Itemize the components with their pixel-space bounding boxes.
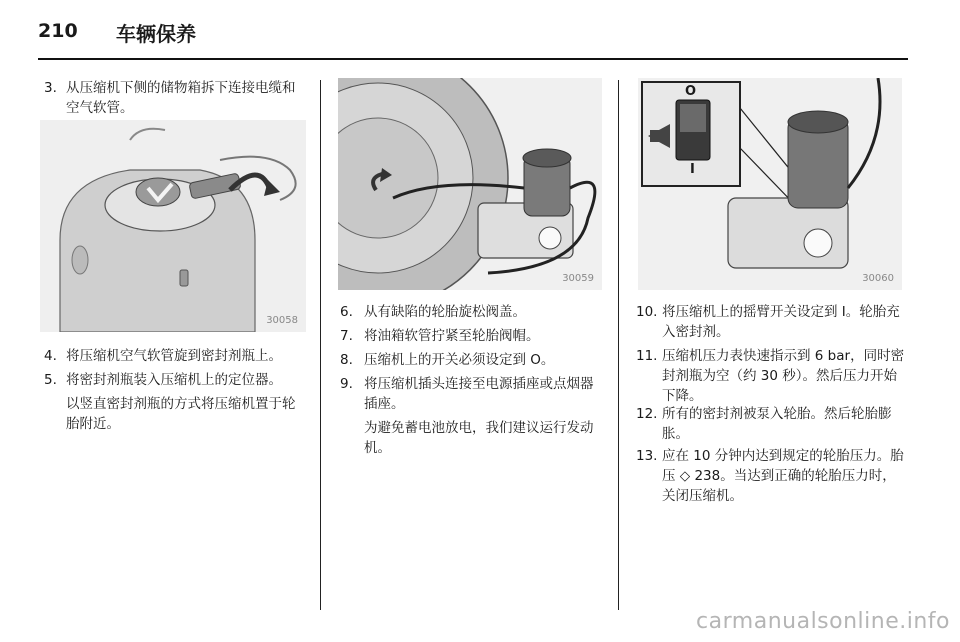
figure-compressor-tire xyxy=(338,78,602,290)
column-divider-1 xyxy=(320,80,321,610)
step-9-note: 为避免蓄电池放电，我们建议运行发动机。 xyxy=(364,420,594,456)
figure-label: 30060 xyxy=(862,273,894,284)
step-number: 5. xyxy=(44,372,57,388)
step-text: 所有的密封剂被泵入轮胎。然后轮胎膨胀。 xyxy=(662,406,892,442)
column-divider-2 xyxy=(618,80,619,610)
header-rule xyxy=(38,58,908,60)
step-number: 6. xyxy=(340,304,353,320)
watermark: carmanualsonline.info xyxy=(696,609,950,634)
step-text: 压缩机上的开关必须设定到 O。 xyxy=(364,352,555,368)
step-number: 4. xyxy=(44,348,57,364)
step-number: 11. xyxy=(636,348,658,364)
step-number: 8. xyxy=(340,352,353,368)
page-header xyxy=(38,16,908,60)
step-number: 9. xyxy=(340,376,353,392)
figure-label: 30058 xyxy=(266,315,298,326)
step-number: 13. xyxy=(636,448,658,464)
compressor-tire-illustration xyxy=(338,78,602,290)
compressor-switch-illustration xyxy=(638,78,902,290)
step-text: 应在 10 分钟内达到规定的轮胎压力。胎压 ◇ 238。当达到正确的轮胎压力时，关闭压缩机。 xyxy=(662,448,904,504)
switch-off-symbol: O xyxy=(685,84,697,99)
step-text: 将油箱软管拧紧至轮胎阀帽。 xyxy=(364,328,540,344)
step-text: 将压缩机空气软管旋到密封剂瓶上。 xyxy=(66,348,282,364)
figure-label: 30059 xyxy=(562,273,594,284)
step-text: 压缩机压力表快速指示到 6 bar，同时密封剂瓶为空（约 30 秒）。然后压力开始下降。 xyxy=(662,348,905,404)
step-number: 3. xyxy=(44,80,57,96)
figure-sealant-bottle xyxy=(40,120,306,332)
step-number: 12. xyxy=(636,406,658,422)
step-text: 将密封剂瓶装入压缩机上的定位器。 xyxy=(66,372,282,388)
step-text: 从有缺陷的轮胎旋松阀盖。 xyxy=(364,304,526,320)
step-5-note: 以竖直密封剂瓶的方式将压缩机置于轮胎附近。 xyxy=(66,396,296,432)
sealant-bottle-illustration xyxy=(40,120,306,332)
figure-compressor-switch xyxy=(638,78,902,290)
step-text: 将压缩机上的摇臂开关设定到 I。轮胎充入密封剂。 xyxy=(662,304,900,340)
switch-on-symbol: I xyxy=(690,162,695,177)
step-number: 7. xyxy=(340,328,353,344)
step-text: 将压缩机插头连接至电源插座或点烟器插座。 xyxy=(364,376,594,412)
step-text: 从压缩机下侧的储物箱拆下连接电缆和空气软管。 xyxy=(66,80,296,116)
step-number: 10. xyxy=(636,304,658,320)
page-number: 210 xyxy=(38,20,78,42)
section-title: 车辆保养 xyxy=(116,22,196,46)
